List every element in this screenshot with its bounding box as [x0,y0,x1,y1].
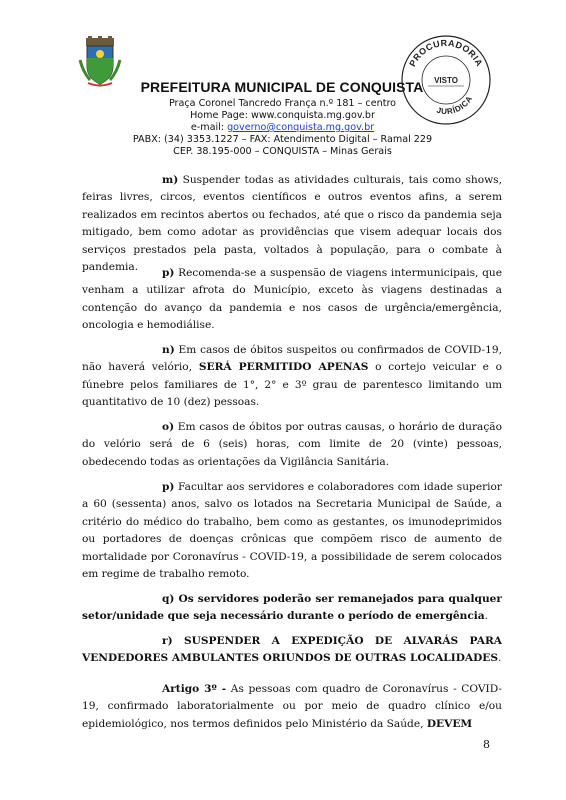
paragraph-o-text: Em casos de óbitos por outras causas, o horário de duração do velório será de 6 (seis) horas, com limite de 20 (vinte) pessoas, obedecendo todas as orientações da Vigilância Sanitária. [82,421,502,468]
header-title: PREFEITURA MUNICIPAL DE CONQUISTA [140,79,424,95]
header-address: Praça Coronel Tancredo França n.º 181 – centro [168,98,397,109]
paragraph-p2 [82,479,502,583]
page-number: 8 [483,738,490,751]
paragraph-n-label: n) [162,344,175,356]
procuradoria-visto-stamp [398,32,494,128]
stamp-middle-text: VISTO [434,76,458,85]
stamp-top-text: PROCURADORIA [407,37,485,69]
paragraph-r [82,633,502,668]
paragraph-q-end: . [484,610,489,623]
municipal-crest-logo [78,36,122,88]
paragraph-n-text-b: o cortejo veicular e o fúnebre pelos familiares de 1°, 2° e 3º grau de parentesco limitando um quantitativo de 10 (dez) pessoas. [82,361,502,409]
paragraph-o-label: o) [162,421,175,433]
paragraph-m-text: Suspender todas as atividades culturais, tais como shows, feiras livres, circos, eventos científicos e outros eventos afins, a serem realizados em recintos abertos ou fechados, até que o risco da pandemia seja mitigado, bem como adotar as providências que visem adequar locais dos serviços prestados pela pasta, voltados à população, para o combate à pandemia. [82,174,502,274]
paragraph-m-label: m) [162,174,179,186]
artigo-3-bold: DEVEM [426,717,473,730]
header-homepage: Home Page: www.conquista.mg.gov.br [190,110,375,121]
stamp-bottom-text: JURÍDICA [435,94,475,117]
paragraph-q-text: q) Os servidores poderão ser remanejados para qualquer setor/unidade que seja necessário durante o período de emergência [82,593,502,623]
svg-text:PROCURADORIA [407,38,485,68]
paragraph-p1 [82,265,502,335]
paragraph-n-bold: SERÁ PERMITIDO APENAS [198,361,369,374]
paragraph-p2-label: p) [162,481,175,493]
header-email-label: e-mail: [190,122,228,133]
header-email-link[interactable]: governo@conquista.mg.gov.br [227,122,375,133]
artigo-3-text: As pessoas com quadro de Coronavírus - COVID-19, confirmado laboratorialmente ou por meio de quadro clínico e/ou epidemiológico, nos termos definidos pelo Ministério da Saúde, [82,683,502,730]
paragraph-p1-text: Recomenda-se a suspensão de viagens intermunicipais, que venham a utilizar afrota do Município, exceto às viagens destinadas a contenção do avanço da pandemia e nos casos de urgência/emergência, oncologia e hemodiálise. [82,267,502,332]
header-phones: PABX: (34) 3353.1227 – FAX: Atendimento Digital – Ramal 229 [132,134,433,145]
paragraph-artigo-3 [82,681,502,733]
paragraph-r-end: . [498,652,502,665]
svg-text:JURÍDICA [436,94,475,116]
paragraph-r-text: r) SUSPENDER A EXPEDIÇÃO DE ALVARÁS PARA VENDEDORES AMBULANTES ORIUNDOS DE OUTRAS LOCALIDADES [82,635,502,665]
header-cep: CEP. 38.195-000 – CONQUISTA – Minas Gerais [173,146,392,157]
paragraph-p2-text: Facultar aos servidores e colaboradores com idade superior a 60 (sessenta) anos, salvo os lotados na Secretaria Municipal de Saúde, a critério do médico do trabalho, bem como as gestantes, os imunodeprimidos ou portadores de doenças crônicas que compõem risco de aumento de mortalidade por Coronavírus - COVID-19, a possibilidade de serem colocados em regime de trabalho remoto. [82,481,502,581]
artigo-3-label: Artigo 3º - [162,683,227,695]
paragraph-q [82,591,502,626]
paragraph-m [82,172,502,276]
paragraph-n [82,342,502,412]
paragraph-o [82,419,502,471]
paragraph-p1-label: p) [162,267,175,279]
paragraph-n-text-a: Em casos de óbitos suspeitos ou confirmados de COVID-19, não haverá velório, [82,344,502,374]
